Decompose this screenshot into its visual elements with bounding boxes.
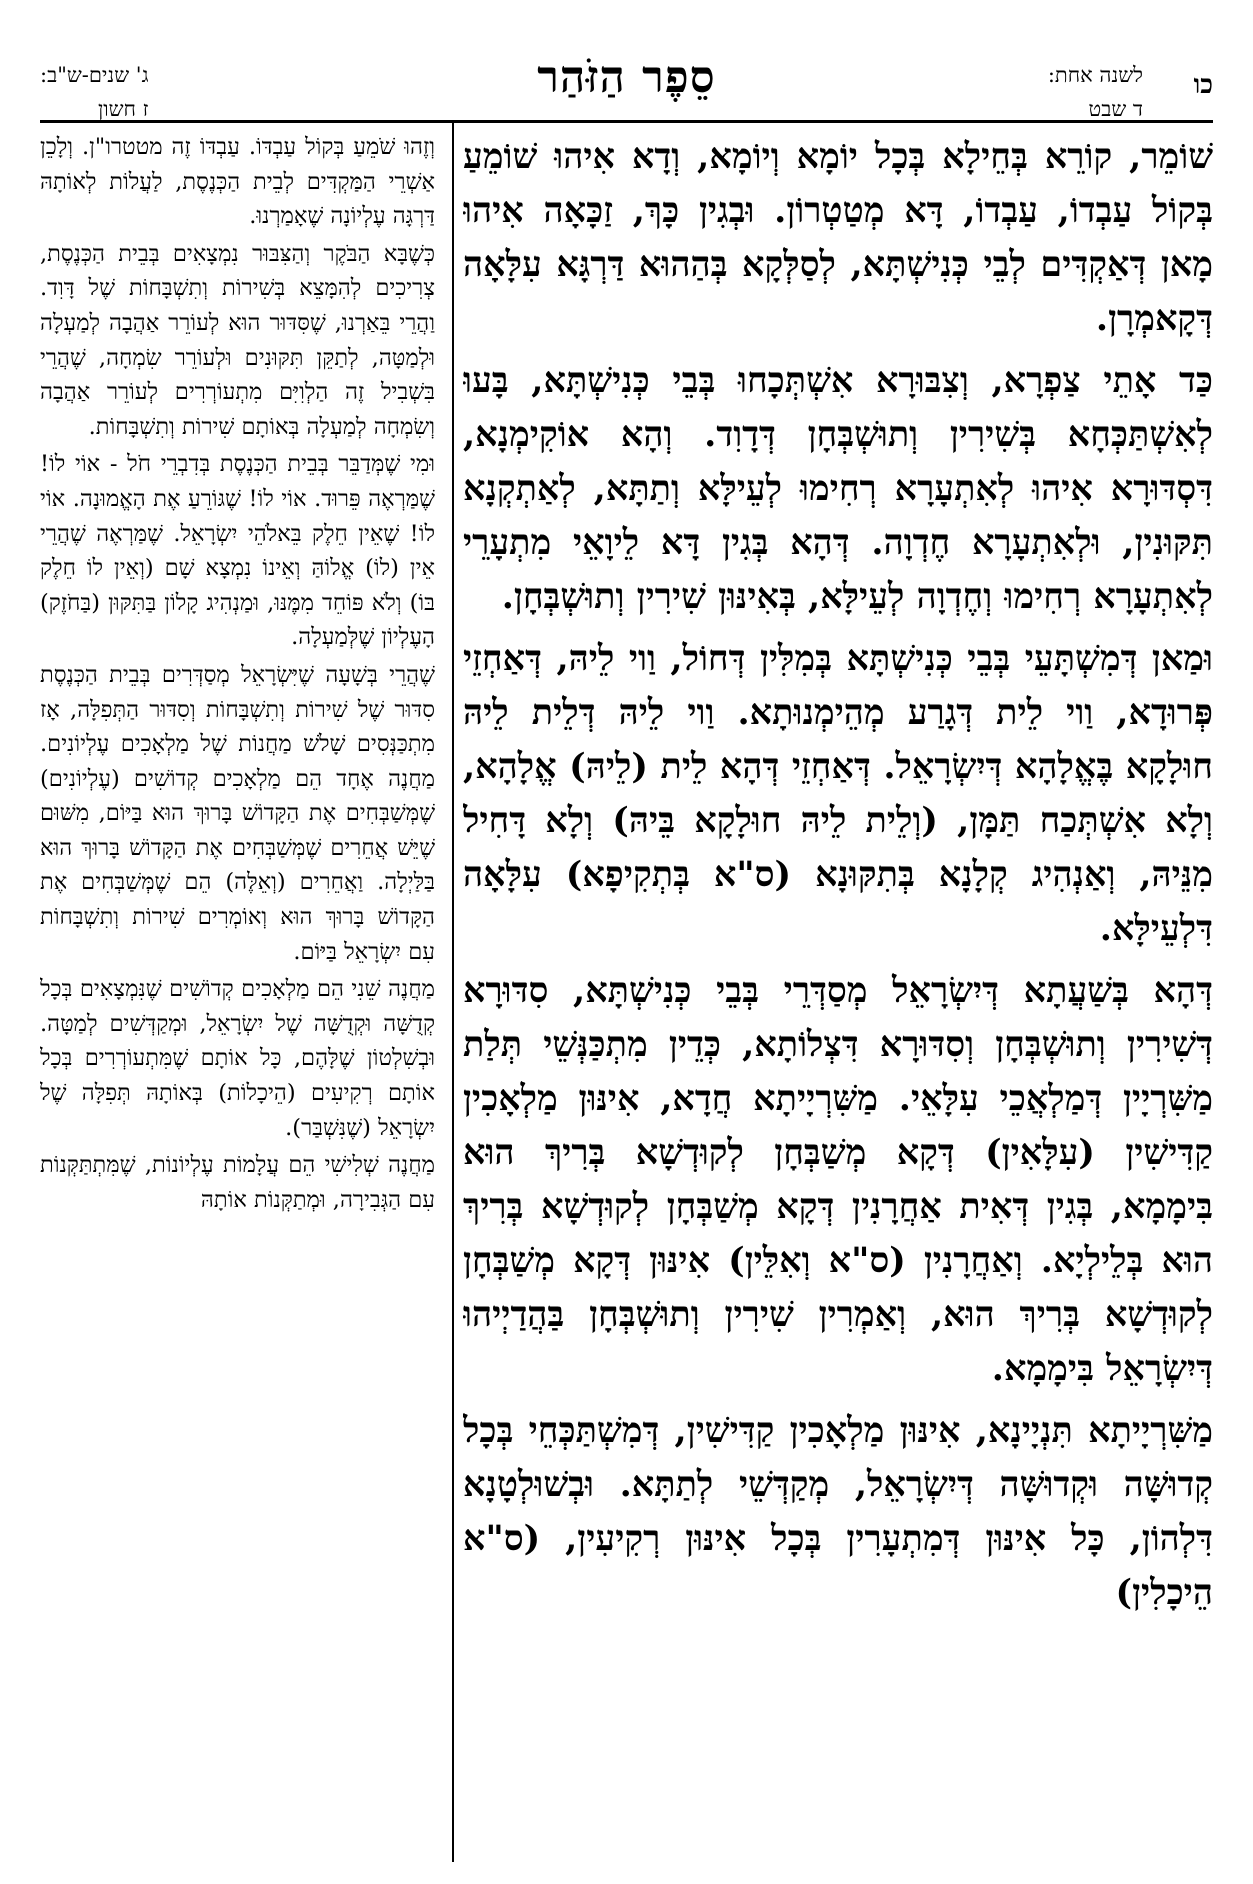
hebrew-paragraph: מַחֲנֶה שְׁלִישִׁי הֵם עֲלָמוֹת עֶלְיוֹנוֹת, שֶׁמִּתְתַּקְּנוֹת עִם הַגְּבִירָה, וּמְתַקְּנוֹת אוֹתָהּ xyxy=(40,1152,435,1213)
aramaic-paragraph: וּמַאן דְּמִשְׁתָּעֵי בְּבֵי כְּנִישְׁתָּא בְּמִלִּין דְּחוֹל, וַוי לֵיהּ, דְּאַחְזֵי פְּרוּדָא, וַוי לֵית דְּגָרַע מְהֵימְנוּתָא. וַוי לֵיהּ דְּלֵית לֵיהּ חוּלָקָא בֶּאֱלָהָא דְּיִשְׂרָאֵל. דְּאַחְזֵי דְּהָא לֵית (לֵיהּ) אֱלָהָא, וְלָא אִשְׁתְּכַח תַּמָּן, (וְלֵית לֵיהּ חוּלָקָא בֵּיהּ) וְלָא דָּחִיל מִנֵּיהּ, וְאַנְהִיג קְלָנָא בְּתִקּוּנָא (ס"א בְּתְקִיפָא) עִלָּאָה דִּלְעֵילָּא. xyxy=(463,638,1213,949)
page-number: כו xyxy=(1193,70,1213,100)
column-divider xyxy=(452,122,454,1862)
aramaic-paragraph: מַשִּׁרְיָיתָא תִּנְיָינָא, אִינּוּן מַלְאָכִין קַדִּישִׁין, דְּמִשְׁתַּכְּחֵי בְּכָל קְדוּשָּׁה וּקְדוּשָּׁה דְּיִשְׂרָאֵל, מְקַדְּשֵׁי לְתַתָּא. וּבְשׁוּלְטָנָא דִּלְהוֹן, כָּל אִינּוּן דְּמִתְעָרִין בְּכָל אִינּוּן רְקִיעִין, (ס"א הֵיכָלִין) xyxy=(463,1410,1213,1613)
aramaic-text-column xyxy=(463,130,1213,1860)
hebrew-paragraph: מַחֲנֶה שֵׁנִי הֵם מַלְאָכִים קְדוֹשִׁים שֶׁנִּמְצָאִים בְּכָל קְדֻשָּׁה וּקְדֻשָּׁה שֶׁל יִשְׂרָאֵל, וּמְקַדְּשִׁים לְמַטָּה. וּבְשִׁלְטוֹן שֶׁלָּהֶם, כָּל אוֹתָם שֶׁמִּתְעוֹרְרִים בְּכָל אוֹתָם רְקִיעִים (הֵיכָלוֹת) בְּאוֹתָהּ תְּפִלָּה שֶׁל יִשְׂרָאֵל (שֶׁנִּשְׁבַּר). xyxy=(40,976,435,1141)
book-title: סֵפֶר הַזֹּהַר xyxy=(537,52,716,103)
aramaic-paragraph: שׁוֹמֵר, קוֹרֵא בְּחֵילָא בְּכָל יוֹמָא וְיוֹמָא, וְדָא אִיהוּ שׁוֹמֵעַ בְּקוֹל עַבְדוֹ, עַבְדוֹ, דָּא מְטַטְרוֹן. וּבְגִין כָּךְ, זַכָּאָה אִיהוּ מָאן דְּאַקְדִּים לְבֵי כְּנִישְׁתָּא, לְסַלְּקָא בְּהַהוּא דַּרְגָּא עִלָּאָה דְּקָאמְרָן. xyxy=(463,136,1213,339)
hebrew-paragraph: וְזֶהוּ שֹׁמֵעַ בְּקוֹל עַבְדּוֹ. עַבְדּוֹ זֶה מטטרו"ן. וְלָכֵן אַשְׁרֵי הַמַּקְדִּים לְבֵית הַכְּנֶסֶת, לַעֲלוֹת לְאוֹתָהּ דַּרְגָּה עֶלְיוֹנָה שֶׁאָמַרְנוּ. xyxy=(40,134,435,230)
hebrew-translation-column xyxy=(40,130,435,1860)
hebrew-paragraph: שֶׁהֲרֵי בְּשָׁעָה שֶׁיִּשְׂרָאֵל מְסַדְּרִים בְּבֵית הַכְּנֶסֶת סִדּוּר שֶׁל שִׁירוֹת וְתִשְׁבָּחוֹת וְסִדּוּר הַתְּפִלָּה, אָז מִתְכַּנְּסִים שָׁלֹשׁ מַחֲנוֹת שֶׁל מַלְאָכִים עֶלְיוֹנִים. מַחֲנֶה אֶחָד הֵם מַלְאָכִים קְדוֹשִׁים (עֶלְיוֹנִים) שֶׁמְּשַׁבְּחִים אֶת הַקָּדוֹשׁ בָּרוּךְ הוּא בַּיּוֹם, מִשּׁוּם שֶׁיֵּשׁ אֲחֵרִים שֶׁמְּשַׁבְּחִים אֶת הַקָּדוֹשׁ בָּרוּךְ הוּא בַּלַּיְלָה. וַאֲחֵרִים (וְאֵלֶּה) הֵם שֶׁמְּשַׁבְּחִים אֶת הַקָּדוֹשׁ בָּרוּךְ הוּא וְאוֹמְרִים שִׁירוֹת וְתִשְׁבָּחוֹת עִם יִשְׂרָאֵל בַּיּוֹם. xyxy=(40,661,435,965)
schedule-one-year-label: לשנה אחת: xyxy=(1047,63,1143,87)
hebrew-paragraph: כְּשֶׁבָּא הַבֹּקֶר וְהַצִּבּוּר נִמְצָאִים בְּבֵית הַכְּנֶסֶת, צְרִיכִים לְהִמָּצֵא בְּשִׁירוֹת וְתִשְׁבָּחוֹת שֶׁל דָּוִד. וַהֲרֵי בֵּאַרְנוּ, שֶׁסִּדּוּר הוּא לְעוֹרֵר אַהֲבָה לְמַעְלָה וּלְמַטָּה, לְתַקֵּן תִּקּוּנִים וּלְעוֹרֵר שִׂמְחָה, שֶׁהֲרֵי בִּשְׁבִיל זֶה הַלְוִיִּם מִתְעוֹרְרִים לְעוֹרֵר אַהֲבָה וְשִׂמְחָה לְמַעְלָה בְּאוֹתָם שִׁירוֹת וְתִשְׁבָּחוֹת. xyxy=(40,240,435,440)
schedule-three-years-date: ז חשון xyxy=(97,97,149,121)
schedule-three-years xyxy=(40,58,149,126)
aramaic-paragraph: כַּד אָתֵי צַפְרָא, וְצִבּוּרָא אִשְׁתְּכָחוּ בְּבֵי כְּנִישְׁתָּא, בָּעוּ לְאִשְׁתַּכְּחָא בְּשִׁירִין וְתוּשְׁבְּחָן דְּדָוִד. וְהָא אוֹקִימְנָא, דִּסְדּוּרָא אִיהוּ לְאִתְעָרָא רְחִימוּ לְעֵילָּא וְתַתָּא, לְאַתְקְנָא תִּקּוּנִין, וּלְאִתְעָרָא חֶדְוָה. דְּהָא בְּגִין דָּא לֵיוָאֵי מִתְעָרֵי לְאִתְעָרָא רְחִימוּ וְחֶדְוָה לְעֵילָּא, בְּאִינּוּן שִׁירִין וְתוּשְׁבְּחָן. xyxy=(463,360,1213,617)
schedule-three-years-label: ג' שנים-ש"ב: xyxy=(40,63,149,87)
page-header xyxy=(0,0,1253,120)
schedule-one-year-date: ד שבט xyxy=(1088,97,1143,121)
header-rule xyxy=(40,120,1213,123)
aramaic-paragraph: דְּהָא בְּשַׁעֲתָא דְּיִשְׂרָאֵל מְסַדְּרֵי בְּבֵי כְּנִישְׁתָּא, סִדּוּרָא דְּשִׁירִין וְתוּשְׁבְּחָן וְסִדּוּרָא דִּצְלוֹתָא, כְּדֵין מִתְכַּנְּשֵׁי תְּלַת מַשִּׁרְיָין דְּמַלְאֲכֵי עִלָּאֵי. מַשִּׁרְיָיתָא חֲדָא, אִינּוּן מַלְאָכִין קַדִּישִׁין (עִלָּאִין) דְּקָא מְשַׁבְּחָן לְקוּדְשָׁא בְּרִיךְ הוּא בִּימָמָא, בְּגִין דְּאִית אַחֲרָנִין דְּקָא מְשַׁבְּחָן לְקוּדְשָׁא בְּרִיךְ הוּא בְּלֵילְיָא. וְאַחֲרָנִין (ס"א וְאִלֵּין) אִינּוּן דְּקָא מְשַׁבְּחָן לְקוּדְשָׁא בְּרִיךְ הוּא, וְאַמְרִין שִׁירִין וְתוּשְׁבְּחָן בַּהֲדַיְיהוּ דְּיִשְׂרָאֵל בִּימָמָא. xyxy=(463,970,1213,1389)
hebrew-paragraph: וּמִי שֶׁמְּדַבֵּר בְּבֵית הַכְּנֶסֶת בְּדִבְרֵי חֹל - אוֹי לוֹ! שֶׁמַּרְאֶה פֵּרוּד. אוֹי לוֹ! שֶׁגּוֹרֵעַ אֶת הָאֱמוּנָה. אוֹי לוֹ! שֶׁאֵין חֵלֶק בֵּאלֹהֵי יִשְׂרָאֵל. שֶׁמַּרְאֶה שֶׁהֲרֵי אֵין (לוֹ) אֱלוֹהַּ וְאֵינוֹ נִמְצָא שָׁם (וְאֵין לוֹ חֵלֶק בּוֹ) וְלֹא פּוֹחֵד מִמֶּנּוּ, וּמַנְהִיג קָלוֹן בַּתִּקּוּן (בַּחֹזֶק) הָעֶלְיוֹן שֶׁלְּמַעְלָה. xyxy=(40,451,435,651)
